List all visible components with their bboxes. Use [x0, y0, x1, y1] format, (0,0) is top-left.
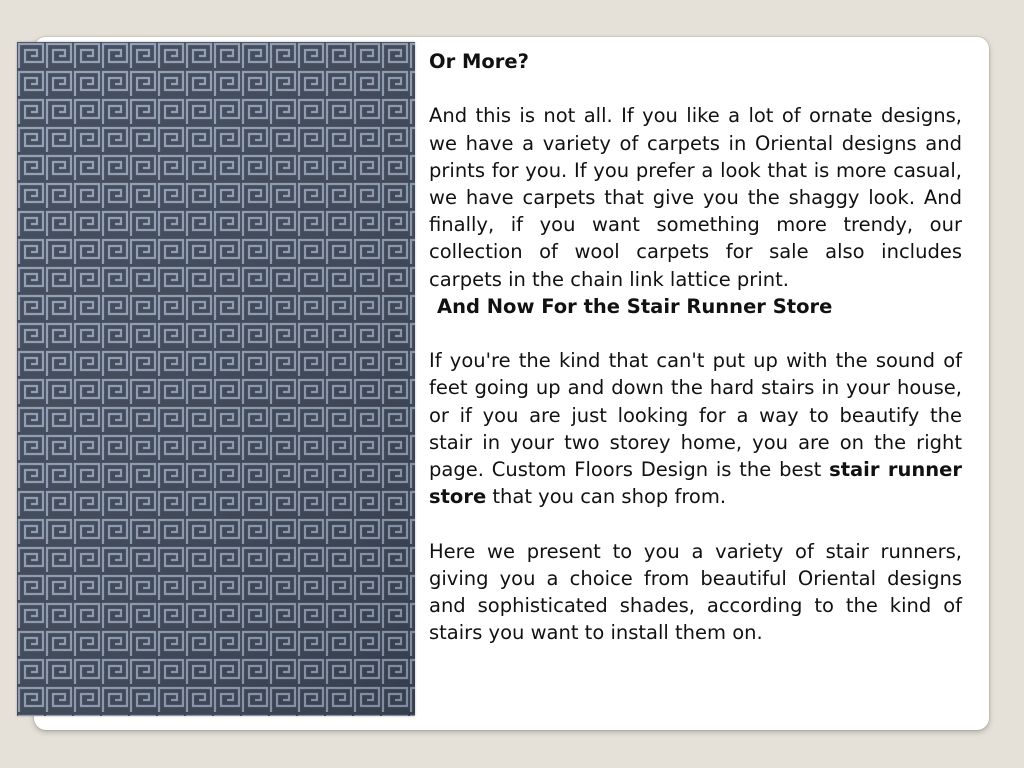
paragraph-stair-runner-intro	[429, 347, 962, 510]
stair-runner-store-emphasis: stair runner store	[429, 458, 962, 509]
paragraph-stair-runners-variety: Here we present to you a variety of stair runners, giving you a choice from beautiful Oriental designs and sophisticated shades, according to the kind of stairs you want to install them on.	[429, 539, 962, 645]
section-heading-or-more: Or More?	[429, 50, 529, 73]
paragraph-intro-ending: that you can shop from.	[492, 485, 727, 509]
paragraph-intro-text: If you're the kind that can't put up with the sound of feet going up and down the hard stairs in your house, or if you are just looking for a way to beautify the stair in your two storey home, you are on the right page. Custom Floors Design is the best	[429, 349, 962, 482]
paragraph-ornate-designs: And this is not all. If you like a lot of ornate designs, we have a variety of carpets in Oriental designs and prints for you. If you prefer a look that is more casual, we have carpets that give you the shaggy look. And finally, if you want something more trendy, our collection of wool carpets for sale also includes carpets in the chain link lattice print.	[429, 104, 962, 291]
greek-key-carpet-pattern-icon	[17, 42, 415, 716]
section-heading-stair-runner-store: And Now For the Stair Runner Store	[437, 294, 833, 318]
carpet-pattern-image	[17, 42, 415, 716]
article-text	[429, 48, 962, 646]
